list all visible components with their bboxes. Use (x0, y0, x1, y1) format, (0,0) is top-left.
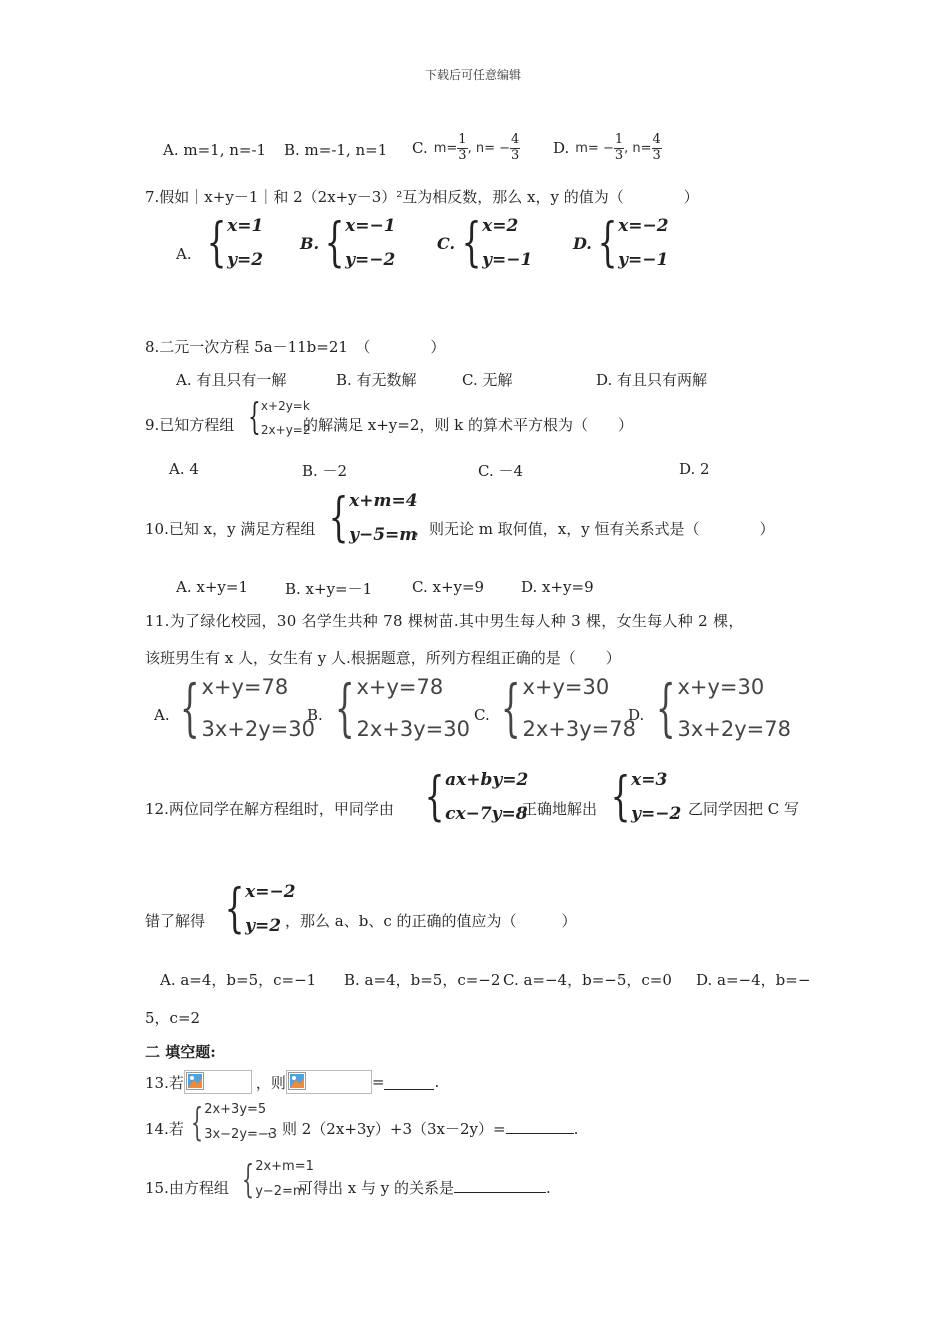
q6-option-b: B. m=-1, n=1 (284, 141, 388, 159)
q12-system-given (418, 767, 529, 827)
q7-c-label: C. (437, 234, 456, 253)
left-brace-icon: { (179, 671, 200, 744)
q14-line2: 3x−2y=−3 (204, 1127, 278, 1142)
q7-d-label: D. (573, 234, 592, 253)
page-header: 下载后可任意编辑 (425, 68, 522, 82)
q6-d-m-frac: $\frac{1}{3}$ (614, 132, 624, 163)
q10-option-b: B. x+y=－1 (285, 580, 373, 598)
q9-prefix: 9.已知方程组 (145, 416, 235, 434)
broken-image-icon (186, 1072, 204, 1090)
q13-mid: ，则 (255, 1073, 286, 1092)
q15-prefix: 15.由方程组 (145, 1179, 229, 1197)
q10-prefix: 10.已知 x，y 满足方程组 (145, 520, 316, 538)
q14-end: . (573, 1120, 579, 1138)
q7-c-system (455, 213, 533, 273)
broken-image-icon (288, 1072, 306, 1090)
q13-suffix: = (371, 1073, 385, 1091)
q7-b-system (318, 213, 396, 273)
q11-b-system (325, 671, 470, 744)
q7-d-system (591, 213, 669, 273)
q6-c-m-frac: $\frac{1}{3}$ (458, 132, 467, 163)
q8-option-d: D. 有且只有两解 (596, 371, 708, 389)
q13-prefix: 13.若 (145, 1073, 184, 1092)
left-brace-icon: { (206, 213, 227, 273)
q14-tail (267, 1118, 578, 1139)
q12-cont-prefix: 错了解得 (145, 912, 206, 930)
q13-formula-image-1 (184, 1070, 252, 1094)
q7-a-line2: y=2 (227, 250, 264, 270)
q14-system (185, 1102, 277, 1142)
q7-b-label: B. (300, 234, 320, 253)
q6-d-n-frac: $\frac{4}{3}$ (652, 132, 661, 163)
q13-formula-image-2 (286, 1070, 372, 1094)
q12-wrong-line1: x=−2 (245, 882, 296, 902)
q10-line1: x+m=4 (349, 491, 418, 511)
left-brace-icon: { (500, 671, 521, 744)
q6-option-a: A. m=1, n=-1 (163, 141, 267, 159)
q12-cont-suffix: ，那么 a、b、c 的正确的值应为（ ） (285, 912, 577, 930)
q12-system-wrong (218, 879, 296, 939)
q10-system (322, 488, 418, 548)
q15-line1: 2x+m=1 (255, 1159, 314, 1174)
q9-option-a: A. 4 (169, 460, 199, 478)
q11-a-label: A. (154, 706, 170, 724)
q7-a-label: A. (176, 245, 192, 263)
q14-answer-blank[interactable] (506, 1119, 574, 1134)
q15-answer-blank[interactable] (454, 1178, 546, 1193)
q11-c-system (491, 671, 636, 744)
q6-c-label: C. (412, 139, 428, 157)
q6-option-c (412, 128, 520, 168)
q6-d-n: , n= (624, 140, 652, 156)
q14-prefix: 14.若 (145, 1120, 184, 1138)
q7-c-line2: y=−1 (482, 250, 533, 270)
left-brace-icon: { (242, 1157, 255, 1201)
left-brace-icon: { (424, 767, 445, 827)
q11-b-line1: x+y=78 (356, 675, 444, 699)
q10-option-a: A. x+y=1 (176, 578, 248, 596)
q9-option-d: D. 2 (679, 460, 710, 478)
q9-line1: x+2y=k (260, 399, 310, 413)
q12-option-d: D. a=−4，b=− (696, 971, 811, 989)
q12-suffix: ，乙同学因把 C 写 (673, 800, 800, 818)
q6-d-label: D. (553, 139, 570, 157)
q11-a-line1: x+y=78 (201, 675, 289, 699)
q10-option-c: C. x+y=9 (412, 578, 485, 596)
q10-suffix: ，则无论 m 取何值，x，y 恒有关系式是（ ） (414, 520, 775, 538)
q6-option-d (553, 128, 662, 168)
q7-a-line1: x=1 (227, 216, 264, 236)
q11-d-label: D. (628, 706, 645, 724)
q9-option-b: B. －2 (302, 462, 348, 480)
q6-c-n: , n= − (467, 140, 510, 156)
q10-option-d: D. x+y=9 (521, 578, 594, 596)
q11-line2: 该班男生有 x 人，女生有 y 人.根据题意，所列方程组正确的是（ ） (145, 649, 621, 667)
q12-mid: 正确地解出 (522, 800, 598, 818)
q15-line2: y−2=m (255, 1184, 306, 1199)
q7-b-line2: y=−2 (345, 250, 396, 270)
q8-stem: 8.二元一次方程 5a－11b=21 （ ） (145, 338, 446, 356)
q15-end: . (546, 1179, 551, 1197)
q12-system-correct (604, 767, 682, 827)
q11-b-label: B. (307, 706, 323, 724)
left-brace-icon: { (597, 213, 618, 273)
q12-given-line1: ax+by=2 (445, 770, 529, 790)
q11-b-line2: 2x+3y=30 (356, 717, 470, 741)
q11-line1: 11.为了绿化校园，30 名学生共种 78 棵树苗.其中男生每人种 3 棵，女生每人种 2 棵， (145, 612, 744, 630)
left-brace-icon: { (655, 671, 676, 744)
left-brace-icon: { (191, 1100, 204, 1144)
q13-line (145, 1070, 439, 1094)
q10-line2: y−5=m (349, 525, 418, 545)
q13-answer-blank[interactable] (384, 1075, 434, 1090)
q12-correct-line1: x=3 (631, 770, 668, 790)
q6-c-m: m= (433, 140, 458, 156)
q12-correct-line2: y=−2 (631, 804, 682, 824)
q12-prefix: 12.两位同学在解方程组时，甲同学由 (145, 800, 394, 818)
q15-suffix: 可得出 x 与 y 的关系是 (298, 1179, 455, 1197)
q12-option-b: B. a=4，b=5，c=−2 (344, 971, 501, 989)
left-brace-icon: { (334, 671, 355, 744)
q7-d-line2: y=−1 (618, 250, 669, 270)
q14-suffix: ，则 2（2x+3y）+3（3x－2y）= (267, 1120, 506, 1138)
q6-d-m: m= − (575, 140, 614, 156)
q6-c-n-frac: $\frac{4}{3}$ (510, 132, 520, 163)
q7-a-system (200, 213, 264, 273)
q7-stem: 7.假如｜x+y－1｜和 2（2x+y－3）²互为相反数，那么 x，y 的值为（ ） (145, 188, 699, 206)
q15-tail (298, 1177, 551, 1198)
q8-option-b: B. 有无数解 (336, 371, 417, 389)
q11-c-line1: x+y=30 (522, 675, 610, 699)
section-title-fill-in: 二 填空题: (145, 1043, 216, 1061)
left-brace-icon: { (328, 488, 349, 548)
q12-option-d-cont: 5，c=2 (145, 1009, 201, 1027)
q8-option-c: C. 无解 (462, 371, 513, 389)
q11-c-line2: 2x+3y=78 (522, 717, 636, 741)
q8-option-a: A. 有且只有一解 (176, 371, 287, 389)
q11-d-line2: 3x+2y=78 (677, 717, 791, 741)
q7-d-line1: x=−2 (618, 216, 669, 236)
left-brace-icon: { (610, 767, 631, 827)
q9-option-c: C. －4 (478, 462, 524, 480)
left-brace-icon: { (324, 213, 345, 273)
q14-line1: 2x+3y=5 (204, 1102, 267, 1117)
q12-option-a: A. a=4，b=5，c=−1 (160, 971, 317, 989)
q9-line2: 2x+y=2 (260, 423, 311, 437)
q12-option-c: C. a=−4，b=−5，c=0 (503, 971, 672, 989)
q11-d-system (646, 671, 791, 744)
left-brace-icon: { (461, 213, 482, 273)
q12-wrong-line2: y=2 (245, 916, 282, 936)
q11-a-line2: 3x+2y=30 (201, 717, 315, 741)
q9-system (243, 399, 311, 437)
q7-b-line1: x=−1 (345, 216, 396, 236)
q12-given-line2: cx−7y=8 (445, 804, 528, 824)
left-brace-icon: { (248, 397, 261, 438)
q7-c-line1: x=2 (482, 216, 519, 236)
q13-end: . (434, 1073, 440, 1091)
q11-c-label: C. (474, 706, 490, 724)
q11-a-system (170, 671, 315, 744)
q9-suffix: 的解满足 x+y=2，则 k 的算术平方根为（ ） (303, 416, 634, 434)
left-brace-icon: { (224, 879, 245, 939)
q11-d-line1: x+y=30 (677, 675, 765, 699)
